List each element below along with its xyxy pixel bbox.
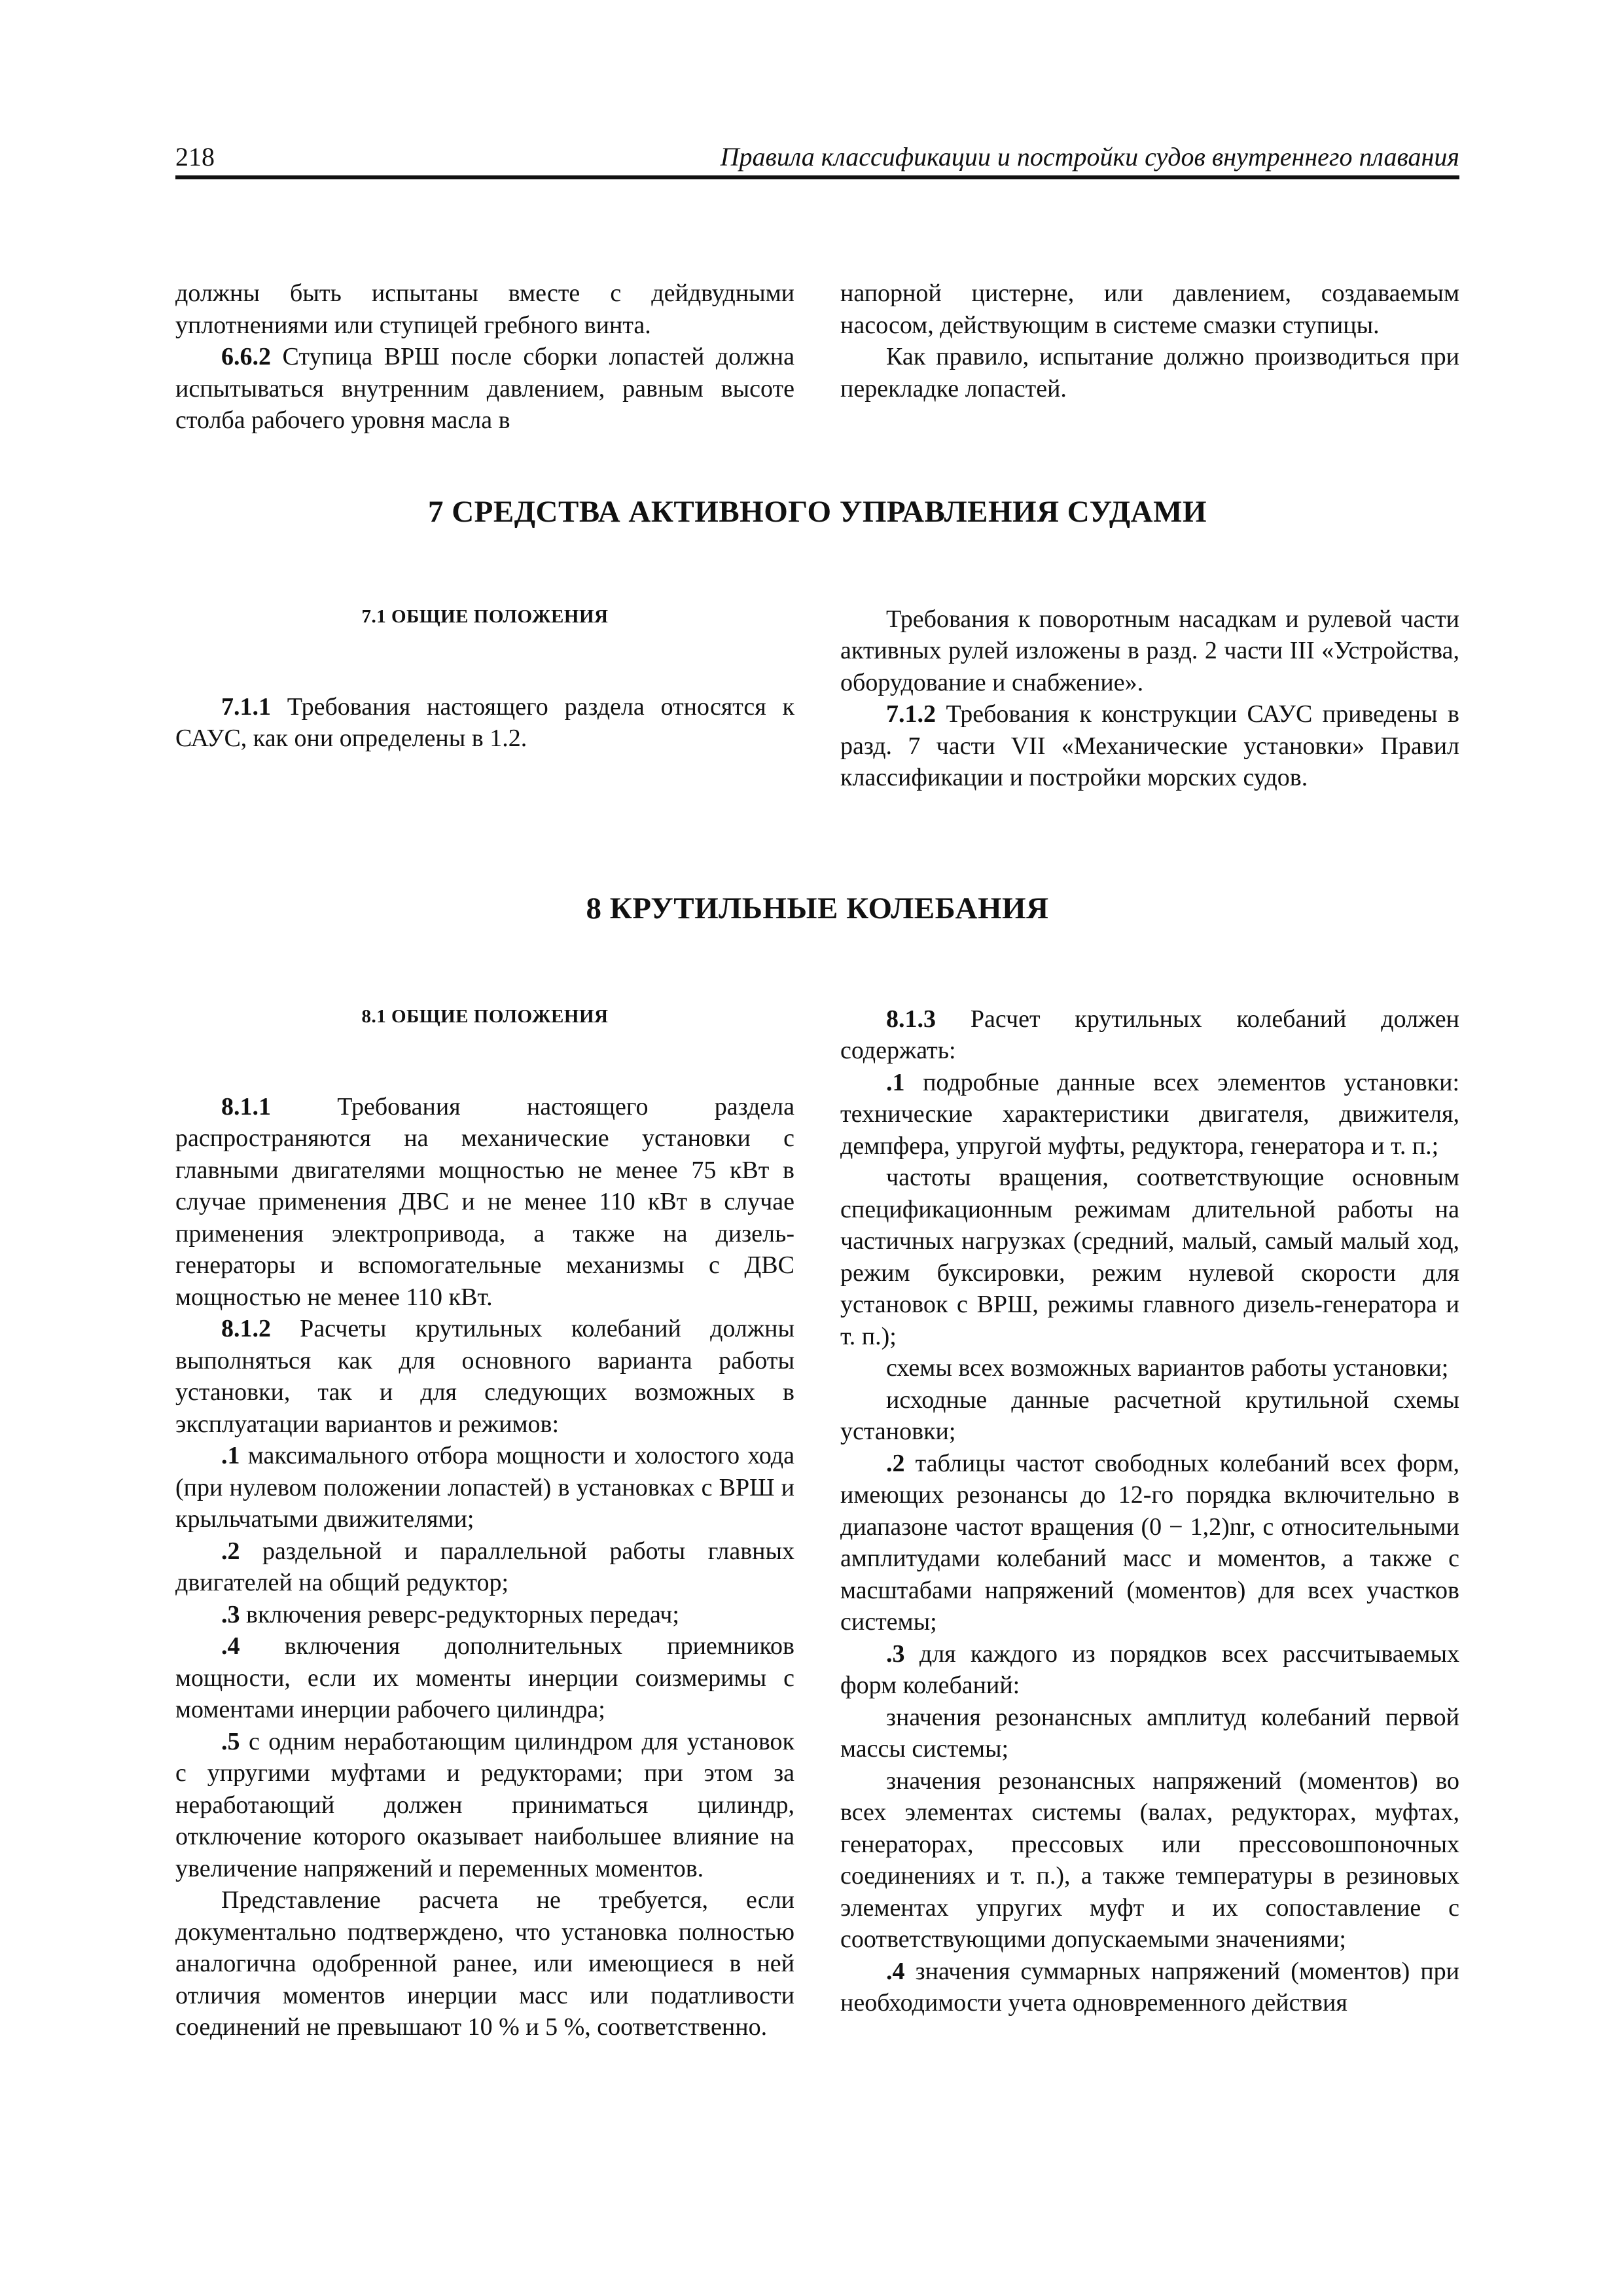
paragraph — [175, 1091, 794, 1314]
clause-number: 8.1.2 — [221, 1315, 271, 1342]
paragraph — [175, 691, 794, 755]
right-column — [840, 278, 1459, 437]
clause-number: 7.1.1 — [221, 692, 271, 721]
paragraph-text: максимального отбора мощности и холостого хода (при нулевом положении лопастей) в установках с ВРШ и крыльчатыми движителями; — [175, 1442, 794, 1533]
paragraph — [175, 1630, 794, 1726]
section-8-title: 8 КРУТИЛЬНЫЕ КОЛЕБАНИЯ — [586, 891, 1049, 925]
document-page — [175, 143, 1459, 2043]
clause-number: .4 — [221, 1632, 240, 1660]
paragraph-text: подробные данные всех элементов установки: технические характеристики двигателя, движителя, демпфера, упругой муфты, редуктора, генератора и т. п.; — [840, 1068, 1459, 1160]
paragraph-text: Ступица ВРШ после сборки лопастей должна испытываться внутренним давлением, равным высоте столба рабочего уровня масла в — [175, 343, 794, 434]
right-column — [840, 1003, 1459, 2043]
paragraph-text: включения реверс-редукторных передач; — [240, 1600, 679, 1628]
section-7-body — [175, 603, 1459, 794]
running-title: Правила классификации и постройки судов внутреннего плавания — [720, 142, 1459, 171]
clause-number: .1 — [221, 1442, 240, 1469]
clause-number: .1 — [886, 1068, 905, 1096]
page-number: 218 — [175, 142, 215, 171]
paragraph-text: таблицы частот свободных колебаний всех форм, имеющих резонансы до 12-го порядка включительно в диапазоне частот вращения (0 − 1,2)nr, с относительными амплитудами колебаний масс и моментов, а также с масштабами напряжений (моментов) для всех участков системы; — [840, 1449, 1459, 1636]
paragraph — [840, 1956, 1459, 2019]
paragraph-text: Расчеты крутильных колебаний должны выполняться как для основного варианта работы установки, так и для следующих возможных в эксплуатации вариантов и режимов: — [175, 1315, 794, 1438]
paragraph-text: Как правило, испытание должно производиться при перекладке лопастей. — [840, 343, 1459, 403]
paragraph-text: Требования к конструкции САУС приведены в разд. 7 части VII «Механические установки» Правил классификации и постройки морских судов. — [840, 700, 1459, 791]
paragraph — [840, 1067, 1459, 1162]
paragraph — [840, 1384, 1459, 1448]
paragraph — [175, 1440, 794, 1535]
paragraph — [840, 341, 1459, 404]
clause-number: 7.1.2 — [886, 700, 936, 728]
subsection-8-1-title: 8.1 ОБЩИЕ ПОЛОЖЕНИЯ — [361, 1005, 609, 1027]
paragraph — [175, 341, 794, 437]
paragraph-text: включения дополнительных приемников мощности, если их моменты инерции соизмеримы с моментами инерции рабочего цилиндра; — [175, 1632, 794, 1723]
paragraph — [840, 1352, 1459, 1384]
paragraph — [175, 1599, 794, 1631]
page-header — [175, 143, 1459, 179]
paragraph — [840, 1638, 1459, 1702]
left-column — [175, 603, 794, 794]
clause-number: 8.1.1 — [221, 1092, 271, 1121]
section-7-title: 7 СРЕДСТВА АКТИВНОГО УПРАВЛЕНИЯ СУДАМИ — [427, 494, 1207, 529]
clause-number: .2 — [221, 1537, 240, 1565]
left-column — [175, 1003, 794, 2043]
section-8-body — [175, 1003, 1459, 2043]
paragraph — [175, 1726, 794, 1885]
subsection-7-1-title: 7.1 ОБЩИЕ ПОЛОЖЕНИЯ — [361, 605, 609, 627]
paragraph-text: значения резонансных амплитуд колебаний первой массы системы; — [840, 1703, 1459, 1763]
paragraph — [840, 1162, 1459, 1352]
paragraph-text: Требования настоящего раздела распространяются на механические установки с главными двигателями мощностью не менее 75 кВт в случае применения ДВС и не менее 110 кВт в случае применения электропривода, а также на дизель-генераторы и вспомогательные механизмы с ДВС мощностью не менее 110 кВт. — [175, 1092, 794, 1311]
paragraph — [840, 1448, 1459, 1638]
paragraph-text: Требования к поворотным насадкам и рулевой части активных рулей изложены в разд. 2 части III «Устройства, оборудование и снабжение». — [840, 605, 1459, 696]
paragraph — [175, 278, 794, 341]
clause-number: .3 — [221, 1600, 240, 1628]
paragraph — [840, 1702, 1459, 1765]
paragraph — [175, 1884, 794, 2043]
paragraph — [840, 603, 1459, 699]
paragraph — [175, 1535, 794, 1599]
paragraph-text: исходные данные расчетной крутильной схемы установки; — [840, 1386, 1459, 1445]
paragraph — [175, 1313, 794, 1440]
left-column — [175, 278, 794, 437]
paragraph-text: значения суммарных напряжений (моментов) при необходимости учета одновременного действия — [840, 1957, 1459, 2017]
paragraph-text: раздельной и параллельной работы главных двигателей на общий редуктор; — [175, 1537, 794, 1596]
paragraph-text: для каждого из порядков всех рассчитываемых форм колебаний: — [840, 1640, 1459, 1699]
paragraph-text: частоты вращения, соответствующие основным спецификационным режимам длительной работы на частичных нагрузках (средний, малый, самый малый ход, режим буксировки, режим нулевой скорости для установок с ВРШ, режимы главного дизель-генератора и т. п.); — [840, 1164, 1459, 1350]
paragraph — [840, 698, 1459, 794]
clause-number: .3 — [886, 1640, 905, 1668]
paragraph-text: схемы всех возможных вариантов работы установки; — [886, 1354, 1449, 1382]
paragraph — [840, 1765, 1459, 1956]
paragraph-text: Расчет крутильных колебаний должен содержать: — [840, 1005, 1459, 1064]
paragraph-text: Представление расчета не требуется, если документально подтверждено, что установка полностью аналогична одобренной ранее, или имеющиеся в ней отличия моментов инерции масс или податливости соединений не превышают 10 % и 5 %, соответственно. — [175, 1886, 794, 2041]
paragraph-text: с одним неработающим цилиндром для установок с упругими муфтами и редукторами; при этом за неработающий должен приниматься цилиндр, отключение которого оказывает наибольшее влияние на увеличение напряжений и переменных моментов. — [175, 1727, 794, 1882]
clause-number: 8.1.3 — [886, 1005, 936, 1033]
clause-number: .2 — [886, 1449, 905, 1477]
left-paragraphs — [175, 1091, 794, 2043]
clause-number: 6.6.2 — [221, 343, 271, 370]
paragraph-text: должны быть испытаны вместе с дейдвудными уплотнениями или ступицей гребного винта. — [175, 279, 794, 339]
paragraph — [840, 1003, 1459, 1067]
paragraph-text: напорной цистерне, или давлением, создаваемым насосом, действующим в системе смазки ступицы. — [840, 279, 1459, 339]
continued-section — [175, 278, 1459, 437]
paragraph — [840, 278, 1459, 341]
paragraph-text: Требования настоящего раздела относятся к САУС, как они определены в 1.2. — [175, 692, 794, 752]
clause-number: .5 — [221, 1727, 240, 1755]
clause-number: .4 — [886, 1957, 905, 1985]
right-column — [840, 603, 1459, 794]
paragraph-text: значения резонансных напряжений (моментов) во всех элементах системы (валах, редукторах, муфтах, генераторах, прессовых или прессовошпоночных соединениях и т. п.), а также температуры в резиновых элементах упругих муфт и их сопоставление с соответствующими допускаемыми значениями; — [840, 1767, 1459, 1953]
left-paragraphs — [175, 691, 794, 755]
